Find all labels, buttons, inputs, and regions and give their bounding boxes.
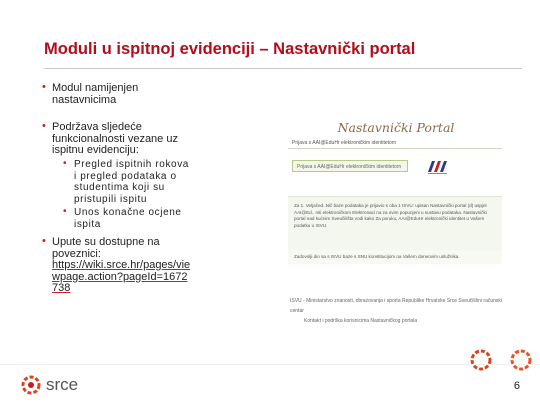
notice-box-2 bbox=[288, 250, 502, 264]
bullet-2-sub-2-text: Unos konačne ocjene ispita bbox=[74, 207, 182, 230]
slide-title: Moduli u ispitnoj evidenciji – Nastavnički portal bbox=[44, 40, 416, 58]
srce-logo-text: srce bbox=[46, 375, 79, 394]
footer-divider bbox=[0, 364, 540, 365]
title-divider bbox=[44, 68, 522, 69]
portal-footer-line-2: Kontakt i podrška korisnicima Nastavničkog portala bbox=[304, 318, 418, 324]
portal-screenshot bbox=[286, 110, 506, 326]
page-number: 6 bbox=[513, 380, 520, 392]
bullet-1-text: Modul namijenjen nastavnicima bbox=[52, 82, 139, 106]
bullet-icon: • bbox=[63, 206, 68, 217]
notice-box bbox=[288, 196, 502, 251]
bullet-3-text: Upute su dostupne na poveznici: bbox=[52, 236, 160, 260]
login-heading-bar bbox=[288, 138, 502, 149]
srce-logo bbox=[20, 374, 90, 396]
srce-logo-icon bbox=[20, 374, 42, 396]
portal-footer-line-1: ISVU - Ministarstvo znanosti, obrazovanja i sporta Republike Hrvatske Srce Sveučilišni računski centar bbox=[290, 298, 503, 314]
bullet-icon: • bbox=[42, 235, 46, 247]
portal-footer bbox=[290, 296, 506, 326]
notice-text: Za 1. Veljačed..Nič baze podataka je prijavio s oba 1 ISVU: upisan Nastavnički portal (d) uspjel AAI@Ed.. niti elektroničkom Elektronaci na za ovim popunjeni u sustavu podataka. Nastavnički portal nad kućnim Sveučilišta vodi kako Za poruku, AAI@EduHr elektronički identitet u Vašem podatku u ISVU. bbox=[294, 203, 487, 228]
login-heading: Prijava s AAI@EduHr elektroničkim identitetom bbox=[292, 140, 397, 146]
aai-logo-icon bbox=[426, 158, 448, 176]
bullet-2-text: Podržava sljedeće funkcionalnosti vezane uz ispitnu evidenciju: bbox=[52, 121, 178, 156]
bullet-3 bbox=[42, 235, 192, 295]
bullet-icon: • bbox=[42, 120, 46, 132]
bullet-2-sub-2 bbox=[63, 206, 192, 230]
bullet-1 bbox=[42, 81, 172, 106]
wiki-link[interactable]: https://wiki.srce.hr/pages/viewpage.action?pageId=1672738 bbox=[52, 259, 191, 294]
bullet-icon: • bbox=[42, 81, 46, 93]
portal-title: Nastavnički Portal bbox=[337, 120, 455, 135]
bullet-icon: • bbox=[63, 158, 68, 169]
notice-text-2: Zadovolji dio sa s ISVU baze s SNU konstitucijom na Vašem daneovim uslužnika. bbox=[294, 254, 460, 259]
decorative-flower-icon bbox=[468, 348, 494, 372]
decorative-flower-icon bbox=[508, 348, 534, 372]
bullet-2-sub-1-text: Pregled ispitnih rokova i pregled podataka o studentima koji su pristupili ispitu bbox=[74, 159, 189, 205]
bullet-2-sub-1 bbox=[63, 158, 192, 205]
bullet-2 bbox=[42, 120, 202, 157]
aai-login-button[interactable]: Prijava s AAI@EduHr elektroničkim identitetom bbox=[292, 160, 408, 172]
